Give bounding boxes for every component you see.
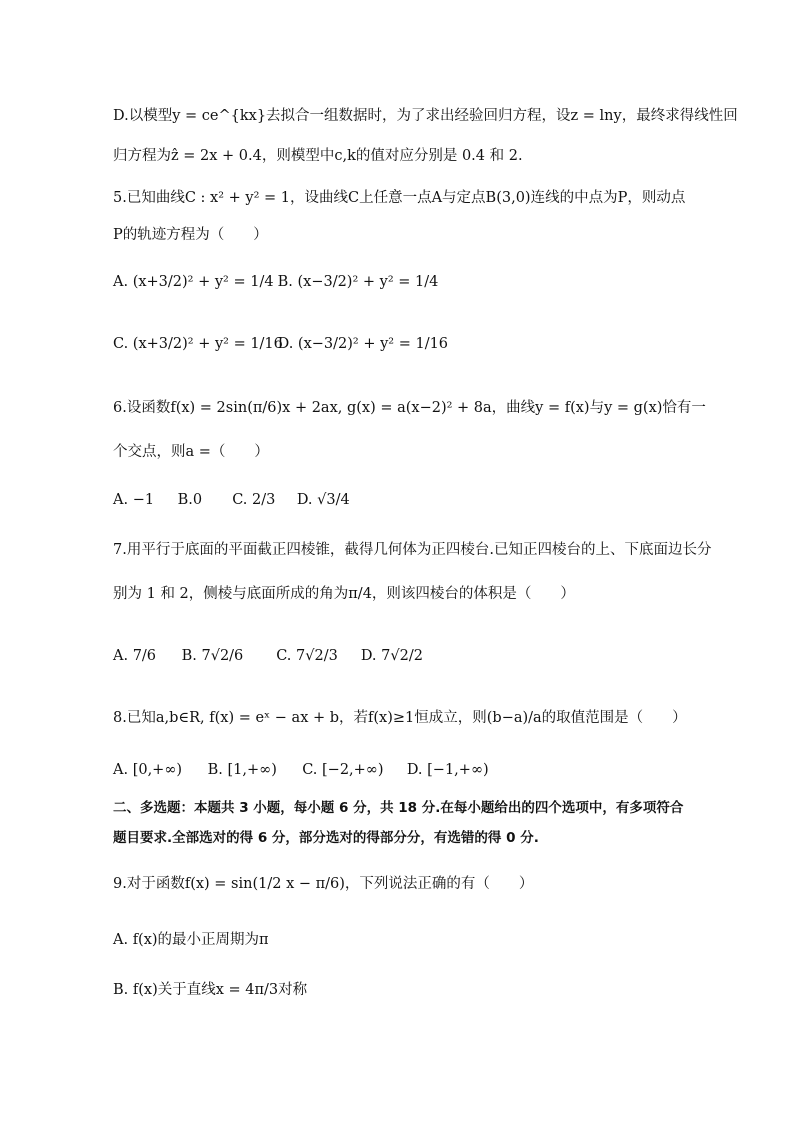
q7-stem-line1: 7.用平行于底面的平面截正四棱锥，截得几何体为正四棱台.已知正四棱台的上、下底面边长分 <box>113 542 712 558</box>
q8-stem: 8.已知a,b∈R, f(x) = eˣ − ax + b，若f(x)≥1恒成立，则(b−a)/a的取值范围是（ ） <box>113 710 687 726</box>
q5-options-row2 <box>113 334 448 354</box>
q8-option-a: A. [0,+∞) <box>113 762 183 778</box>
q5-option-d: D. (x−3/2)² + y² = 1/16 <box>277 336 449 352</box>
section2-header-line1: 二、多选题：本题共 3 小题，每小题 6 分，共 18 分.在每小题给出的四个选项中，有多项符合 <box>113 800 684 816</box>
q5-option-c: C. (x+3/2)² + y² = 1/16 <box>113 336 283 352</box>
q7-option-d: D. 7√2/2 <box>360 648 423 664</box>
q6-stem-line2: 个交点，则a =（ ） <box>113 444 269 460</box>
q6-option-d: D. √3/4 <box>296 492 350 508</box>
q9-option-a: A. f(x)的最小正周期为π <box>113 932 269 948</box>
q7-option-c: C. 7√2/3 <box>276 648 338 664</box>
q8-option-c: C. [−2,+∞) <box>302 762 384 778</box>
q7-option-a: A. 7/6 <box>113 648 157 664</box>
q9-stem: 9.对于函数f(x) = sin(1/2 x − π/6)，下列说法正确的有（ ） <box>113 876 534 892</box>
q7-options <box>113 646 423 666</box>
q5-stem-line1: 5.已知曲线C : x² + y² = 1，设曲线C上任意一点A与定点B(3,0)连线的中点为P，则动点 <box>113 190 686 206</box>
q8-options <box>113 760 489 780</box>
q8-option-d: D. [−1,+∞) <box>406 762 489 778</box>
q7-option-b: B. 7√2/6 <box>181 648 244 664</box>
q9-option-b: B. f(x)关于直线x = 4π/3对称 <box>113 982 308 998</box>
q4-option-d-line1: D.以模型y = ce^{kx}去拟合一组数据时，为了求出经验回归方程，设z = lny，最终求得线性回 <box>113 108 738 124</box>
q7-stem-line2: 别为 1 和 2，侧棱与底面所成的角为π/4，则该四棱台的体积是（ ） <box>113 586 575 602</box>
section2-header-line2: 题目要求.全部选对的得 6 分，部分选对的得部分分，有选错的得 0 分. <box>113 830 539 846</box>
q6-option-b: B.0 <box>177 492 203 508</box>
q6-options <box>113 490 350 510</box>
q8-option-b: B. [1,+∞) <box>207 762 277 778</box>
q5-option-b: B. (x−3/2)² + y² = 1/4 <box>277 274 439 290</box>
q6-option-c: C. 2/3 <box>232 492 276 508</box>
q6-stem-line1: 6.设函数f(x) = 2sin(π/6)x + 2ax, g(x) = a(x−2)² + 8a，曲线y = f(x)与y = g(x)恰有一 <box>113 400 706 416</box>
q5-stem-line2: P的轨迹方程为（ ） <box>113 227 268 243</box>
q4-option-d-line2: 归方程为ẑ = 2x + 0.4，则模型中c,k的值对应分别是 0.4 和 2. <box>113 148 523 164</box>
q5-options-row1 <box>113 272 438 292</box>
q5-option-a: A. (x+3/2)² + y² = 1/4 <box>113 274 274 290</box>
q6-option-a: A. −1 <box>113 492 155 508</box>
